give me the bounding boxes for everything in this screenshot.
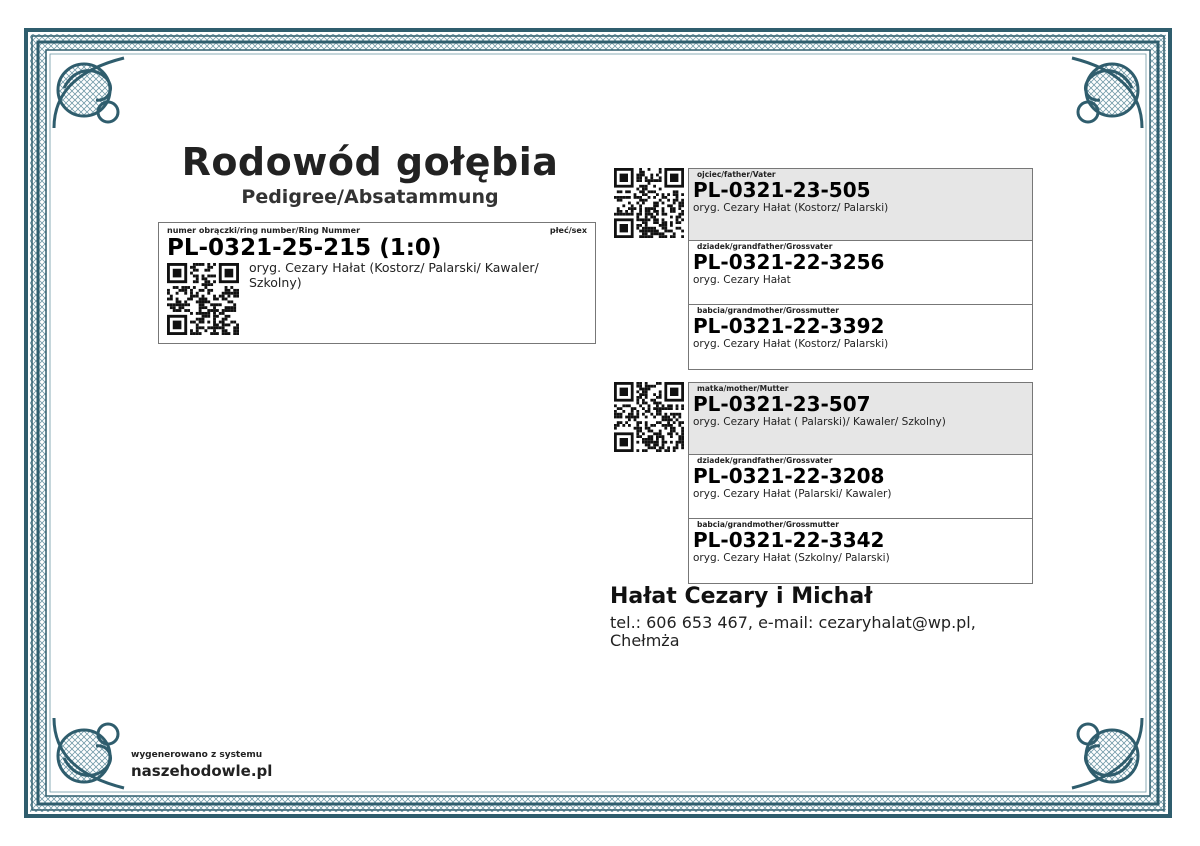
- description: oryg. Cezary Hałat (Kostorz/ Palarski): [693, 202, 889, 214]
- description: oryg. Cezary Hałat (Palarski/ Kawaler): [693, 488, 892, 500]
- maternal-grandmother-cell: [689, 519, 1032, 583]
- role-label: ojciec/father/Vater: [697, 170, 776, 179]
- bird-ring-number: PL-0321-25-215 (1:0): [167, 235, 442, 261]
- ring-number: PL-0321-23-507: [693, 392, 871, 416]
- site-link[interactable]: naszehodowle.pl: [131, 762, 273, 780]
- role-label: dziadek/grandfather/Grossvater: [697, 242, 833, 251]
- ring-number: PL-0321-22-3208: [693, 464, 885, 488]
- ring-number: PL-0321-22-3342: [693, 528, 885, 552]
- ring-number: PL-0321-22-3392: [693, 314, 885, 338]
- description: oryg. Cezary Hałat: [693, 274, 791, 286]
- ring-number-label: numer obrączki/ring number/Ring Nummer: [167, 226, 361, 235]
- role-label: babcia/grandmother/Grossmutter: [697, 520, 839, 529]
- paternal-grandfather-cell: [689, 241, 1032, 305]
- owner-name: Hałat Cezary i Michał: [610, 584, 873, 609]
- corner-ornament-tl: [54, 58, 124, 128]
- qr-code-icon[interactable]: [167, 263, 239, 339]
- role-label: babcia/grandmother/Grossmutter: [697, 306, 839, 315]
- mother-pedigree-box: [688, 382, 1033, 584]
- ring-number: PL-0321-22-3256: [693, 250, 885, 274]
- generated-label: wygenerowano z systemu: [131, 750, 263, 760]
- ring-number: PL-0321-23-505: [693, 178, 871, 202]
- father-cell: [689, 169, 1032, 241]
- maternal-grandfather-cell: [689, 455, 1032, 519]
- bird-description: oryg. Cezary Hałat (Kostorz/ Palarski/ Kawaler/ Szkolny): [249, 260, 539, 290]
- qr-code-icon[interactable]: [614, 168, 684, 242]
- bird-card: [158, 222, 596, 344]
- corner-ornament-br: [1072, 718, 1142, 788]
- page-title: Rodowód gołębia: [181, 140, 559, 184]
- owner-contact: tel.: 606 653 467, e-mail: cezaryhalat@wp.pl, Chełmża: [610, 613, 976, 650]
- description: oryg. Cezary Hałat ( Palarski)/ Kawaler/ Szkolny): [693, 416, 946, 428]
- qr-code-icon[interactable]: [614, 382, 684, 456]
- father-pedigree-box: [688, 168, 1033, 370]
- description: oryg. Cezary Hałat (Kostorz/ Palarski): [693, 338, 889, 350]
- paternal-grandmother-cell: [689, 305, 1032, 369]
- role-label: dziadek/grandfather/Grossvater: [697, 456, 833, 465]
- role-label: matka/mother/Mutter: [697, 384, 789, 393]
- corner-ornament-bl: [54, 718, 124, 788]
- corner-ornament-tr: [1072, 58, 1142, 128]
- page-subtitle: Pedigree/Absatammung: [241, 186, 499, 208]
- sex-label: płeć/sex: [549, 226, 587, 235]
- mother-cell: [689, 383, 1032, 455]
- description: oryg. Cezary Hałat (Szkolny/ Palarski): [693, 552, 890, 564]
